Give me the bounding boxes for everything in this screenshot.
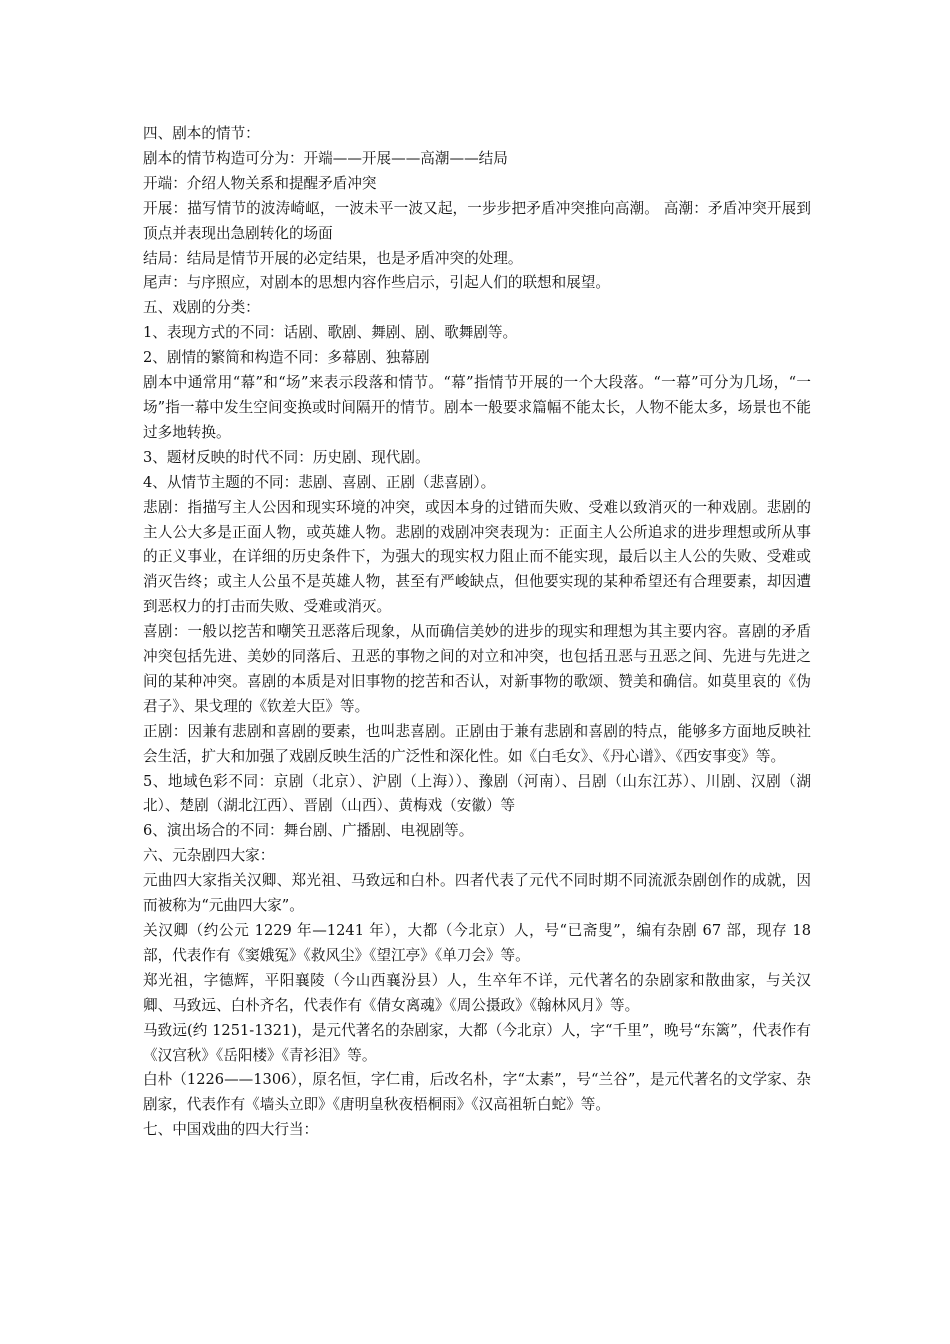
paragraph-class-4: 4、从情节主题的不同：悲剧、喜剧、正剧（悲喜剧）。 bbox=[143, 473, 496, 491]
paragraph-development-climax: 开展：描写情节的波涛崎岖，一波未平一波又起，一步步把矛盾冲突推向高潮。 高潮：矛盾冲突开展到顶点并表现出急剧转化的场面 bbox=[143, 199, 811, 242]
paragraph-class-1: 1、表现方式的不同：话剧、歌剧、舞剧、剧、歌舞剧等。 bbox=[143, 324, 518, 342]
paragraph-bai-pu: 白朴（1226——1306），原名恒，字仁甫，后改名朴，字“太素”，号“兰谷”，是元代著名的文学家、杂剧家，代表作有《墙头立即》《唐明皇秋夜梧桐雨》《汉高祖斩白蛇》等。 bbox=[143, 1071, 811, 1114]
paragraph-tragedy: 悲剧：指描写主人公因和现实环境的冲突，或因本身的过错而失败、受难以致消灭的一种戏剧。悲剧的主人公大多是正面人物，或英雄人物。悲剧的戏剧冲突表现为：正面主人公所追求的进步理想或所从事的正义事业，在详细的历史条件下，为强大的现实权力阻止而不能实现，最后以主人公的失败、受难或消灭告终；或主人公虽不是英雄人物，甚至有严峻缺点，但他要实现的某种希望还有合理要素，却因遭到恶权力的打击而失败、受难或消灭。 bbox=[143, 498, 811, 616]
paragraph-class-6: 6、演出场合的不同：舞台剧、广播剧、电视剧等。 bbox=[143, 822, 474, 840]
paragraph-drama: 正剧：因兼有悲剧和喜剧的要素，也叫悲喜剧。正剧由于兼有悲剧和喜剧的特点，能够多方面地反映社会生活，扩大和加强了戏剧反映生活的广泛性和深化性。如《白毛女》、《丹心谱》、《西安事变》等。 bbox=[143, 722, 811, 765]
paragraph-yuan-masters-intro: 元曲四大家指关汉卿、郑光祖、马致远和白朴。四者代表了元代不同时期不同流派杂剧创作的成就，因而被称为“元曲四大家”。 bbox=[143, 872, 811, 915]
paragraph-class-5: 5、地域色彩不同：京剧（北京）、沪剧（上海））、豫剧（河南）、吕剧（山东江苏）、川剧、汉剧（湖北）、楚剧（湖北江西）、晋剧（山西）、黄梅戏（安徽）等 bbox=[143, 772, 811, 815]
paragraph-comedy: 喜剧：一般以挖苦和嘲笑丑恶落后现象，从而确信美妙的进步的现实和理想为其主要内容。喜剧的矛盾冲突包括先进、美妙的同落后、丑恶的事物之间的对立和冲突，也包括丑恶与丑恶之间、先进与先进之间的某种冲突。喜剧的本质是对旧事物的挖苦和否认，对新事物的歌颂、赞美和确信。如莫里哀的《伪君子》、果戈理的《钦差大臣》等。 bbox=[143, 623, 811, 715]
paragraph-opening: 开端：介绍人物关系和提醒矛盾冲突 bbox=[143, 174, 377, 192]
paragraph-ma-zhiyuan: 马致远(约 1251-1321)，是元代著名的杂剧家，大都（今北京）人，字“千里”，晚号“东篱”，代表作有《汉宫秋》《岳阳楼》《青衫泪》等。 bbox=[143, 1021, 811, 1064]
section-heading-plot: 四、剧本的情节： bbox=[143, 125, 260, 142]
section-heading-four-roles: 七、中国戏曲的四大行当： bbox=[143, 1121, 319, 1139]
paragraph-acts-scenes: 剧本中通常用“幕”和“场”来表示段落和情节。“幕”指情节开展的一个大段落。“一幕”可分为几场，“一场”指一幕中发生空间变换或时间隔开的情节。剧本一般要求篇幅不能太长，人物不能太多，场景也不能过多地转换。 bbox=[143, 374, 811, 441]
paragraph-ending: 结局：结局是情节开展的必定结果，也是矛盾冲突的处理。 bbox=[143, 249, 523, 267]
paragraph-class-3: 3、题材反映的时代不同：历史剧、现代剧。 bbox=[143, 448, 430, 466]
paragraph-plot-structure: 剧本的情节构造可分为：开端——开展——高潮——结局 bbox=[143, 149, 508, 167]
paragraph-epilogue: 尾声：与序照应，对剧本的思想内容作些启示，引起人们的联想和展望。 bbox=[143, 274, 611, 292]
paragraph-class-2: 2、剧情的繁简和构造不同：多幕剧、独幕剧 bbox=[143, 349, 430, 367]
section-heading-classification: 五、戏剧的分类： bbox=[143, 299, 260, 317]
paragraph-guan-hanqing: 关汉卿（约公元 1229 年—1241 年），大都（今北京）人，号“已斋叟”，编有杂剧 67 部，现存 18 部，代表作有《窦娥冤》《救风尘》《望江亭》《单刀会》等。 bbox=[143, 922, 811, 964]
section-heading-yuan-masters: 六、元杂剧四大家： bbox=[143, 847, 275, 865]
paragraph-zheng-guangzu: 郑光祖，字德辉，平阳襄陵（今山西襄汾县）人，生卒年不详，元代著名的杂剧家和散曲家，与关汉卿、马致远、白朴齐名，代表作有《倩女离魂》《周公摄政》《翰林风月》等。 bbox=[143, 971, 811, 1014]
document-page bbox=[143, 122, 811, 1143]
